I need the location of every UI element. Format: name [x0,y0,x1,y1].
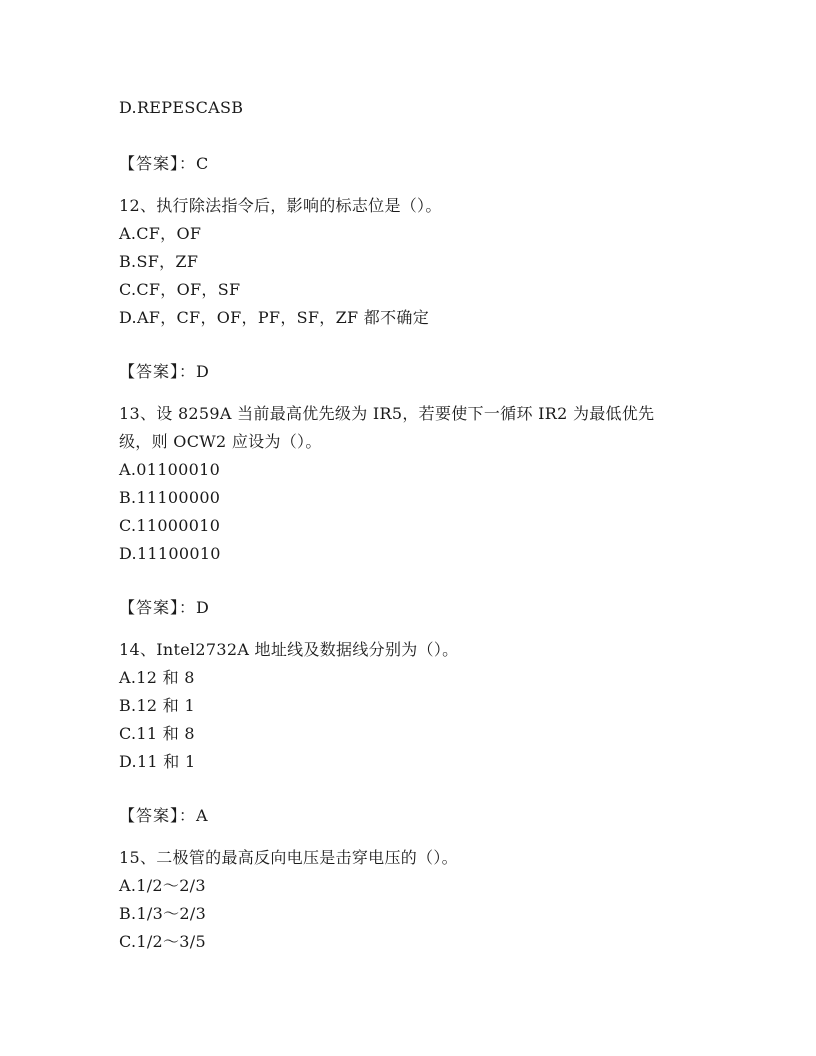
option-13-c: C.11000010 [119,516,221,535]
question-14: 14、Intel2732A 地址线及数据线分别为（）。 [119,640,459,659]
option-12-b: B.SF，ZF [119,252,199,271]
option-15-b: B.1/3～2/3 [119,904,207,923]
answer-13: 【答案】：D [119,598,210,617]
option-13-a: A.01100010 [119,460,221,479]
option-13-d: D.11100010 [119,544,221,563]
option-14-d: D.11 和 1 [119,752,196,771]
question-15: 15、二极管的最高反向电压是击穿电压的（）。 [119,848,458,867]
option-14-a: A.12 和 8 [119,668,195,687]
answer-11: 【答案】：C [119,154,210,173]
option-15-a: A.1/2～2/3 [119,876,206,895]
option-14-b: B.12 和 1 [119,696,195,715]
answer-14: 【答案】：A [119,806,209,825]
answer-12: 【答案】：D [119,362,210,381]
option-12-d: D.AF，CF，OF，PF，SF，ZF 都不确定 [119,308,429,327]
option-13-b: B.11100000 [119,488,221,507]
question-12: 12、执行除法指令后，影响的标志位是（）。 [119,196,442,215]
option-12-c: C.CF，OF，SF [119,280,241,299]
question-13-line-2: 级，则 OCW2 应设为（）。 [119,432,322,451]
option-15-c: C.1/2～3/5 [119,932,206,951]
option-14-c: C.11 和 8 [119,724,195,743]
question-13-line-1: 13、设 8259A 当前最高优先级为 IR5，若要使下一循环 IR2 为最低优先 [119,404,655,423]
option-12-a: A.CF，OF [119,224,202,243]
option-12-prev-d: D.REPESCASB [119,98,244,117]
